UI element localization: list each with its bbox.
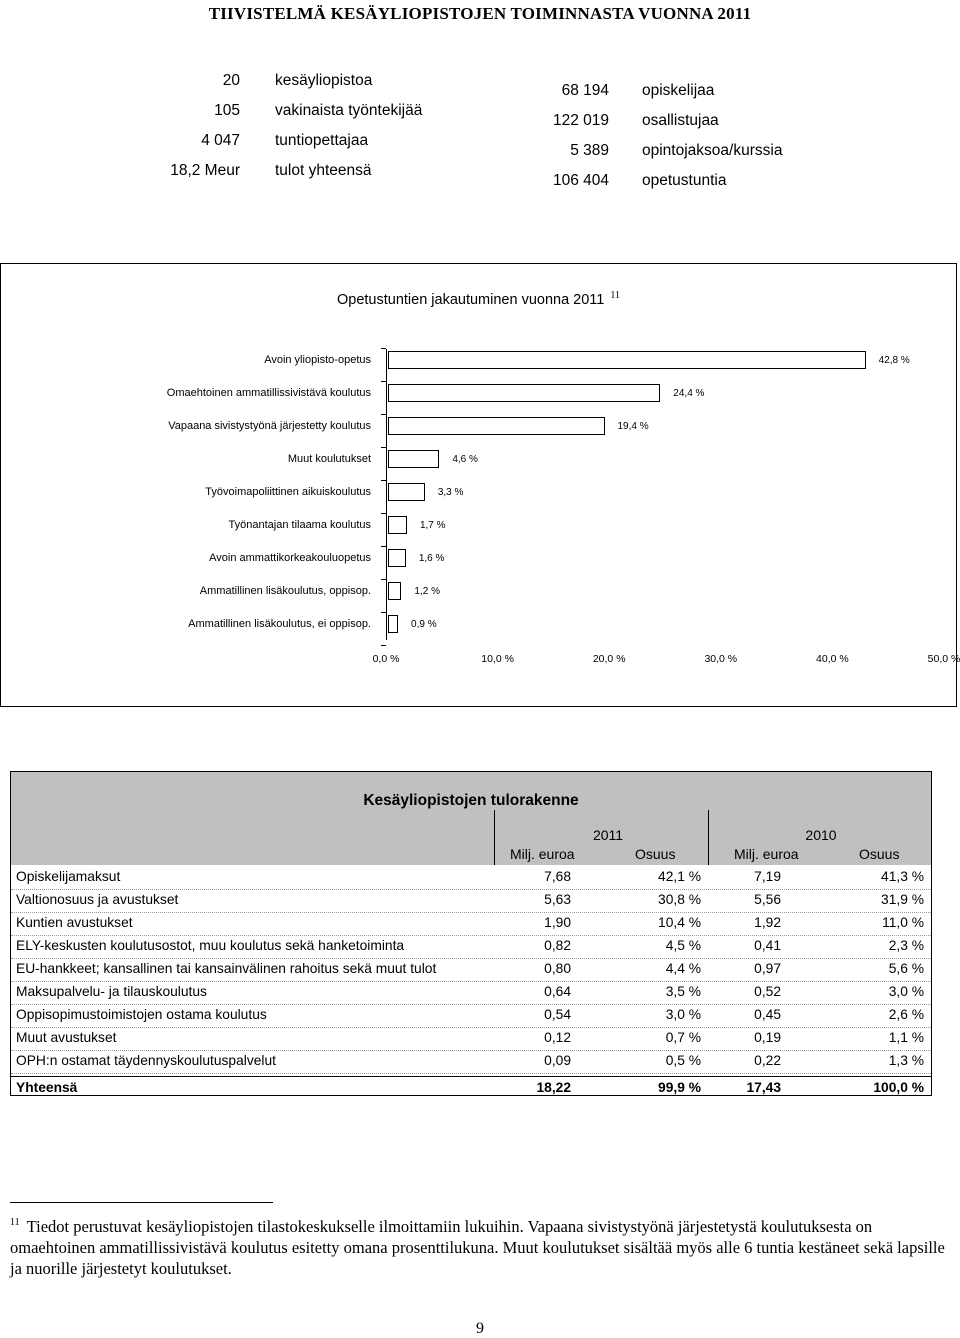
cell-share2010: 1,1 % <box>888 1030 924 1045</box>
data-label: 24,4 % <box>673 388 705 399</box>
footnote-divider <box>10 1202 273 1203</box>
footnote-ref: 11 <box>610 290 620 301</box>
cell-eur2011: 0,80 <box>544 961 571 976</box>
cell-eur2010: 7,19 <box>754 869 781 884</box>
bar <box>388 615 398 633</box>
row-label: Oppisopimustoimistojen ostama koulutus <box>16 1007 267 1022</box>
data-label: 1,6 % <box>418 553 445 564</box>
income-table <box>10 771 932 1096</box>
x-tick-label: 40,0 % <box>816 653 849 665</box>
column-divider <box>494 810 495 865</box>
cell-eur2011: 0,82 <box>544 938 571 953</box>
footnote <box>10 1212 945 1279</box>
y-tick <box>381 612 386 613</box>
y-tick <box>381 447 386 448</box>
table-row <box>11 889 931 912</box>
stat-value: 106 404 <box>552 172 609 189</box>
chart-title-text: Opetustuntien jakautuminen vuonna 2011 <box>336 292 605 308</box>
footnote-number: 11 <box>10 1217 20 1228</box>
table-header <box>11 772 931 865</box>
cell-eur2011: 0,12 <box>544 1030 571 1045</box>
row-label: OPH:n ostamat täydennyskoulutuspalvelut <box>16 1053 276 1068</box>
column-divider <box>708 810 709 865</box>
stat-value: 122 019 <box>552 112 609 129</box>
cell-eur2011: 0,54 <box>544 1007 571 1022</box>
category-label: Avoin yliopisto-opetus <box>264 354 371 366</box>
row-label: ELY-keskusten koulutusostot, muu koulutus sekä hanketoiminta <box>16 938 405 953</box>
col-header-share-2010: Osuus <box>859 846 900 862</box>
cell-share2011: 0,7 % <box>665 1030 701 1045</box>
bar <box>388 384 660 402</box>
y-tick <box>381 645 386 646</box>
year-2010: 2010 <box>805 827 837 843</box>
bar <box>388 351 866 369</box>
row-label: Muut avustukset <box>16 1030 117 1045</box>
cell-eur2010: 17,43 <box>746 1080 781 1095</box>
bar <box>388 549 406 567</box>
row-label: Kuntien avustukset <box>16 915 133 930</box>
cell-share2010: 2,3 % <box>888 938 924 953</box>
cell-share2010: 11,0 % <box>882 915 924 930</box>
stat-value: 18,2 Meur <box>170 162 240 179</box>
y-tick <box>381 381 386 382</box>
page-title: TIIVISTELMÄ KESÄYLIOPISTOJEN TOIMINNASTA VUONNA 2011 <box>208 4 752 23</box>
cell-share2010: 2,6 % <box>888 1007 924 1022</box>
stat-value: 5 389 <box>570 142 609 159</box>
category-label: Työnantajan tilaama koulutus <box>228 519 371 531</box>
stat-label: osallistujaa <box>642 112 719 129</box>
y-tick <box>381 480 386 481</box>
stat-value: 4 047 <box>201 132 240 149</box>
chart-container <box>0 263 960 707</box>
category-label: Vapaana sivistystyönä järjestetty koulutus <box>168 420 371 432</box>
stat-value: 105 <box>214 102 240 119</box>
cell-eur2010: 0,45 <box>754 1007 781 1022</box>
cell-share2011: 10,4 % <box>658 915 701 930</box>
category-label: Ammatillinen lisäkoulutus, ei oppisop. <box>188 618 371 630</box>
cell-eur2010: 0,41 <box>754 938 781 953</box>
category-label: Työvoimapoliittinen aikuiskoulutus <box>205 486 371 498</box>
chart-title <box>1 290 956 308</box>
stat-label: vakinaista työntekijää <box>275 102 423 119</box>
col-header-eur-2010: Milj. euroa <box>734 846 799 862</box>
y-tick <box>381 579 386 580</box>
bar <box>388 516 407 534</box>
category-label: Muut koulutukset <box>287 453 371 465</box>
cell-eur2010: 0,19 <box>754 1030 781 1045</box>
x-tick-label: 30,0 % <box>704 653 738 665</box>
y-axis-line <box>386 349 387 640</box>
cell-share2011: 3,5 % <box>665 984 701 999</box>
cell-share2010: 3,0 % <box>888 984 924 999</box>
row-label: Opiskelijamaksut <box>16 869 121 884</box>
stat-label: opiskelijaa <box>642 82 715 99</box>
cell-eur2011: 5,63 <box>544 892 571 907</box>
data-label: 0,9 % <box>411 619 437 630</box>
stat-label: kesäyliopistoa <box>275 72 373 89</box>
y-tick <box>381 348 386 349</box>
col-header-share-2011: Osuus <box>635 846 676 862</box>
bar <box>388 582 401 600</box>
x-tick-label: 20,0 % <box>592 653 626 665</box>
cell-eur2011: 1,90 <box>544 915 571 930</box>
data-label: 1,2 % <box>414 586 440 597</box>
footnote-text: Tiedot perustuvat kesäyliopistojen tilastokeskukselle ilmoittamiin lukuihin. Vapaana sivistystyönä järjestetystä koulutuksesta on omaehtoinen ammatillissivistävä koulutus esitetty omana prosenttilukuna. Muut koulutukset sisältää myös alle 6 tuntia kestäneet sekä lapsille ja nuorille järjestetyt koulutukset. <box>10 1217 945 1278</box>
stat-label: tulot yhteensä <box>275 162 372 179</box>
stat-label: opintojaksoa/kurssia <box>642 142 783 159</box>
stat-value: 68 194 <box>561 82 609 99</box>
category-label: Omaehtoinen ammatillissivistävä koulutus <box>166 387 371 399</box>
table-row <box>11 1004 931 1027</box>
cell-share2010: 31,9 % <box>881 892 924 907</box>
cell-share2011: 30,8 % <box>658 892 701 907</box>
cell-eur2010: 1,92 <box>754 915 781 930</box>
cell-share2011: 4,4 % <box>665 961 701 976</box>
cell-eur2011: 0,64 <box>544 984 571 999</box>
table-row <box>11 1027 931 1050</box>
x-tick-label: 50,0 % <box>927 653 960 665</box>
table-title: Kesäyliopistojen tulorakenne <box>363 792 579 809</box>
cell-share2011: 3,0 % <box>665 1007 701 1022</box>
cell-share2010: 100,0 % <box>873 1080 924 1095</box>
table-row <box>11 958 931 981</box>
table-row <box>11 1050 931 1073</box>
table-row <box>11 866 931 889</box>
cell-eur2011: 18,22 <box>536 1080 571 1095</box>
cell-share2011: 4,5 % <box>665 938 701 953</box>
category-label: Avoin ammattikorkeakouluopetus <box>209 552 371 564</box>
cell-share2011: 42,1 % <box>658 869 701 884</box>
cell-eur2010: 0,22 <box>754 1053 781 1068</box>
data-label: 42,8 % <box>878 355 910 366</box>
cell-share2010: 1,3 % <box>888 1053 924 1068</box>
cell-eur2010: 5,56 <box>754 892 781 907</box>
col-header-eur-2011: Milj. euroa <box>510 846 575 862</box>
bar <box>388 483 425 501</box>
cell-share2010: 41,3 % <box>881 869 924 884</box>
y-tick <box>381 546 386 547</box>
row-label: EU-hankkeet; kansallinen tai kansainvälinen rahoitus sekä muut tulot <box>16 961 437 976</box>
data-label: 4,6 % <box>452 454 478 465</box>
cell-share2010: 5,6 % <box>888 961 924 976</box>
row-label: Yhteensä <box>16 1080 78 1095</box>
cell-eur2011: 7,68 <box>544 869 571 884</box>
data-label: 1,7 % <box>419 520 446 531</box>
y-tick <box>381 513 386 514</box>
year-2011: 2011 <box>592 827 624 843</box>
row-divider <box>11 1073 931 1074</box>
x-tick-label: 10,0 % <box>481 653 514 665</box>
row-label: Maksupalvelu- ja tilauskoulutus <box>16 984 207 999</box>
category-label: Ammatillinen lisäkoulutus, oppisop. <box>199 585 371 597</box>
data-label: 19,4 % <box>617 421 649 432</box>
table-total-row <box>11 1077 931 1100</box>
row-label: Valtionosuus ja avustukset <box>16 892 179 907</box>
cell-eur2010: 0,52 <box>754 984 781 999</box>
cell-eur2010: 0,97 <box>754 961 781 976</box>
x-tick-label: 0,0 % <box>372 653 400 665</box>
stat-label: tuntiopettajaa <box>275 132 369 149</box>
cell-share2011: 99,9 % <box>658 1080 701 1095</box>
table-row <box>11 935 931 958</box>
bar <box>388 417 605 435</box>
page-number: 9 <box>476 1320 484 1337</box>
table-row <box>11 981 931 1004</box>
cell-eur2011: 0,09 <box>544 1053 571 1068</box>
table-row <box>11 912 931 935</box>
y-tick <box>381 414 386 415</box>
cell-share2011: 0,5 % <box>665 1053 701 1068</box>
stat-value: 20 <box>222 72 240 89</box>
data-label: 3,3 % <box>437 487 464 498</box>
bar <box>388 450 439 468</box>
stat-label: opetustuntia <box>642 172 727 189</box>
